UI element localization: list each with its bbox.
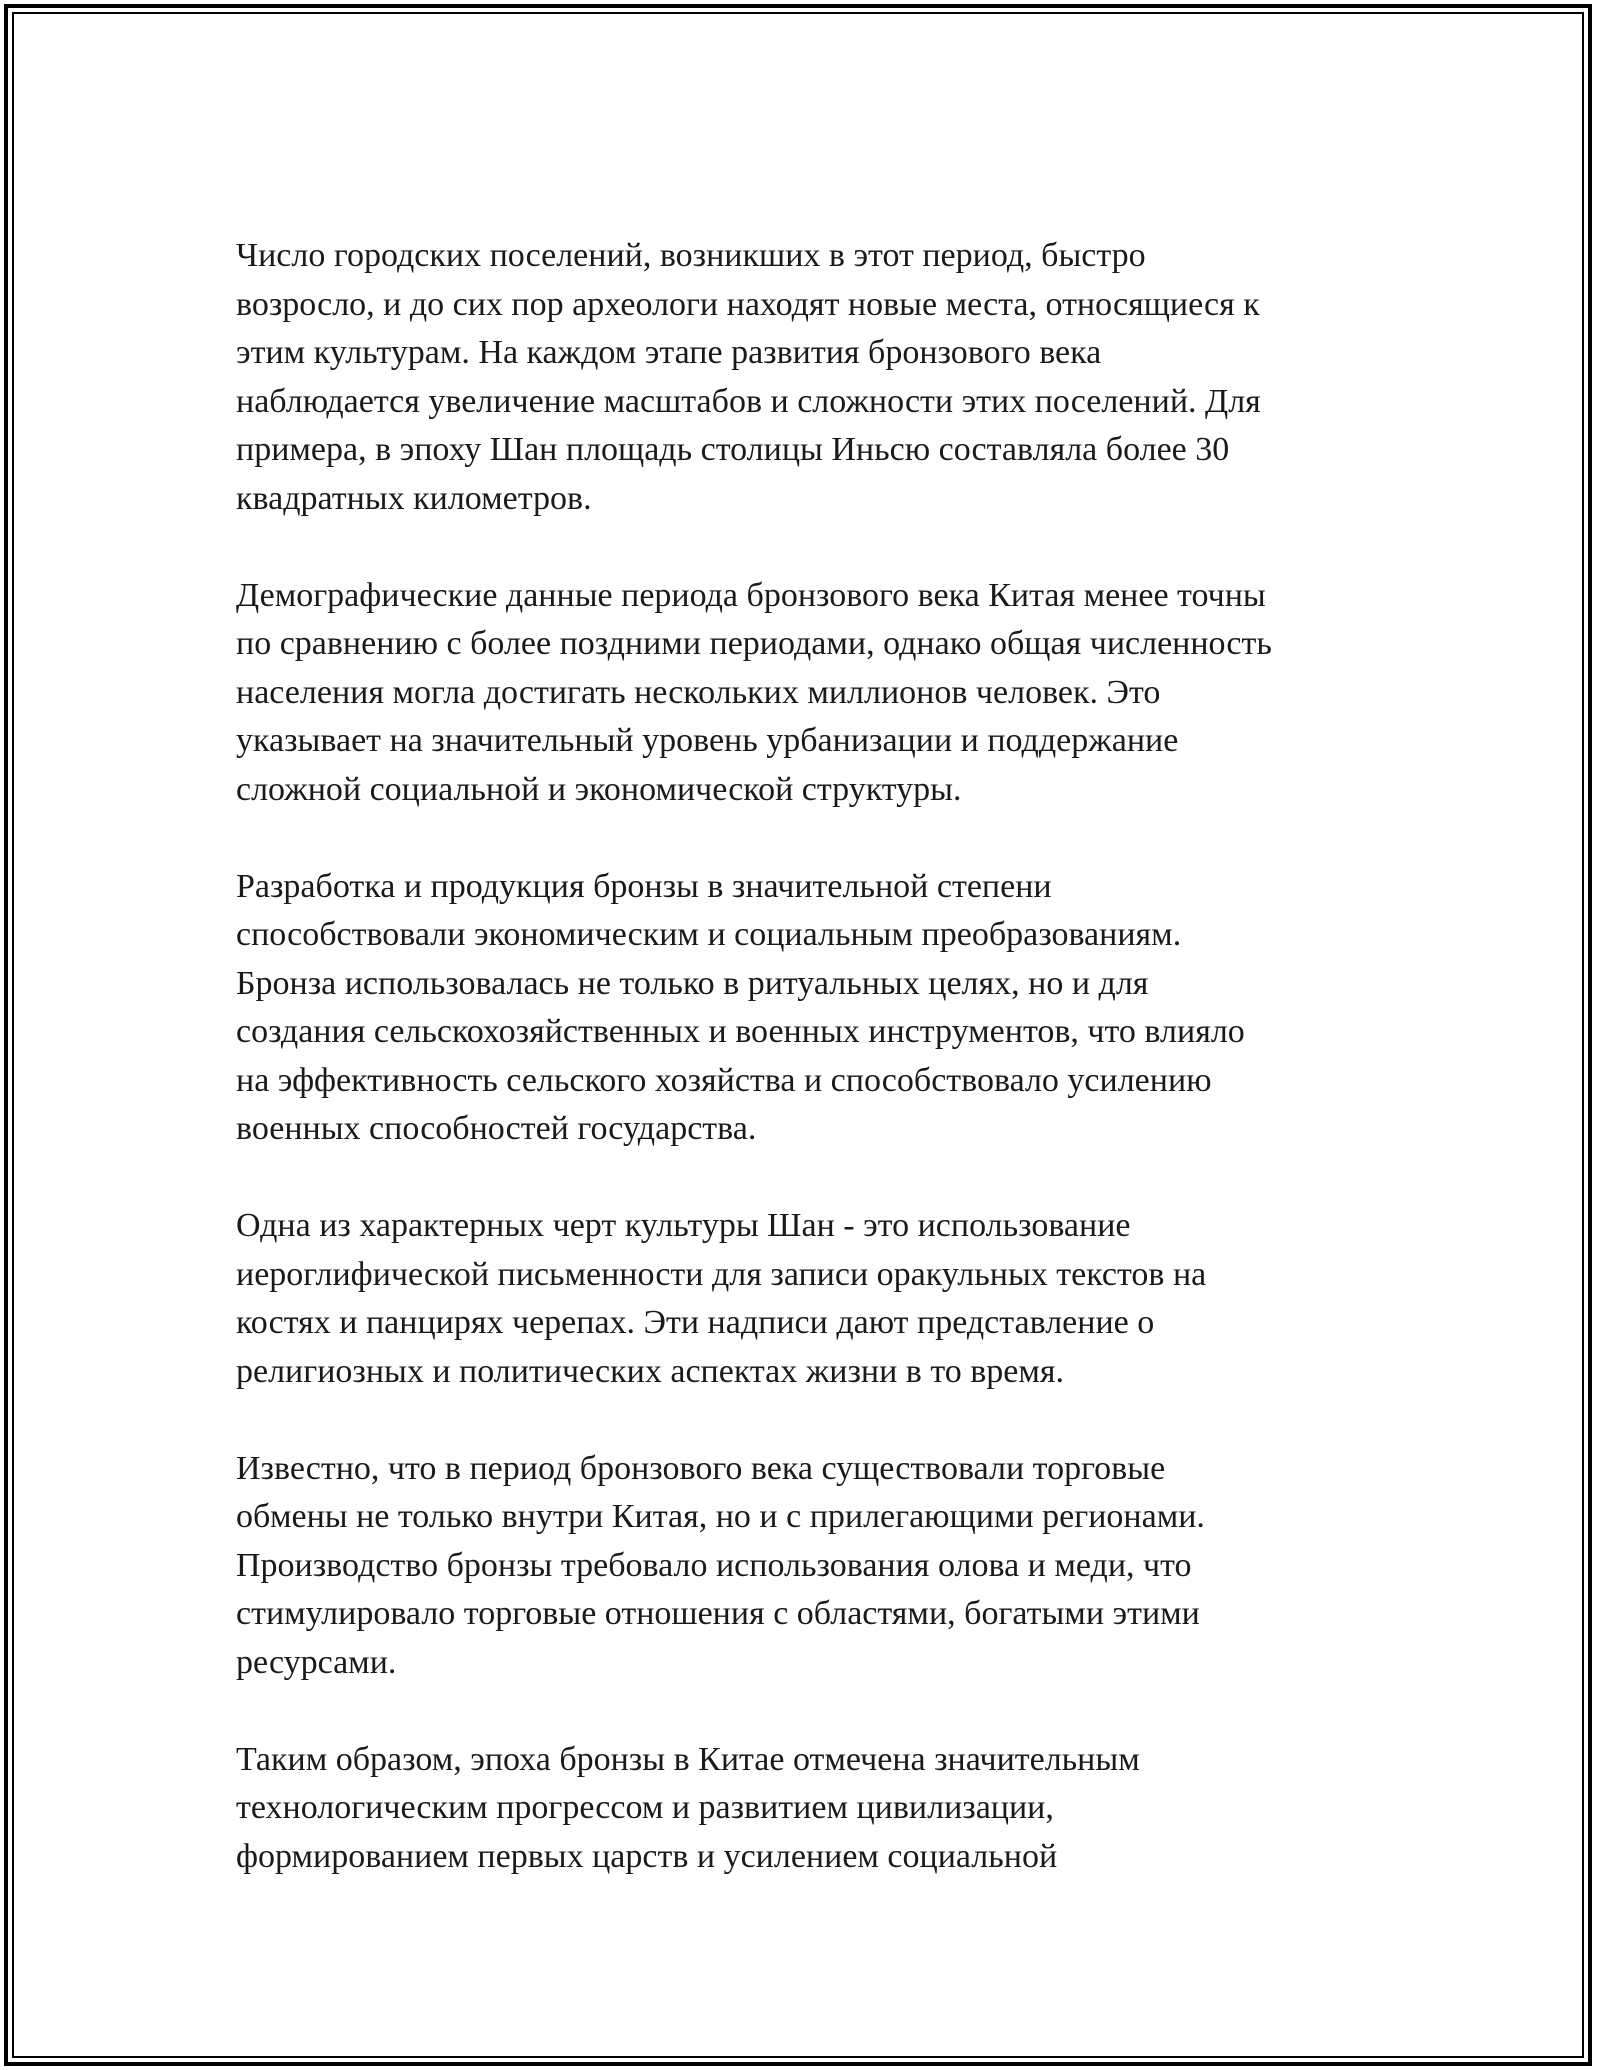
paragraph-shang-writing: Одна из характерных черт культуры Шан - это использование иероглифической письменности для записи оракульных текстов на костях и панцирях черепах. Эти надписи дают представление о религиозных и политических аспектах жизни в то время. bbox=[236, 1207, 1207, 1390]
paragraph-conclusion: Таким образом, эпоха бронзы в Китае отмечена значительным технологическим прогрессом и развитием цивилизации, формированием первых царств и усилением социальной bbox=[236, 1740, 1140, 1875]
document-body bbox=[236, 232, 1396, 1881]
paragraph-settlements: Число городских поселений, возникших в этот период, быстро возросло, и до сих пор археологи находят новые места, относящиеся к этим культурам. На каждом этапе развития бронзового века наблюдается увеличение масштабов и сложности этих поселений. Для примера, в эпоху Шан площадь столицы Иньсю составляла более 30 квадратных километров. bbox=[236, 237, 1261, 517]
paragraph-bronze-production: Разработка и продукция бронзы в значительной степени способствовали экономическим и социальным преобразованиям. Бронза использовалась не только в ритуальных целях, но и для создания сельскохозяйственных и военных инструментов, что влияло на эффективность сельского хозяйства и способствовало усилению военных способностей государства. bbox=[236, 867, 1245, 1147]
paragraph-trade: Известно, что в период бронзового века существовали торговые обмены не только внутри Китая, но и с прилегающими регионами. Производство бронзы требовало использования олова и меди, что стимулировало торговые отношения с областями, богатыми этими ресурсами. bbox=[236, 1449, 1205, 1681]
paragraph-demographics: Демографические данные периода бронзового века Китая менее точны по сравнению с более поздними периодами, однако общая численность населения могла достигать нескольких миллионов человек. Это указывает на значительный уровень урбанизации и поддержание сложной социальной и экономической структуры. bbox=[236, 576, 1272, 808]
